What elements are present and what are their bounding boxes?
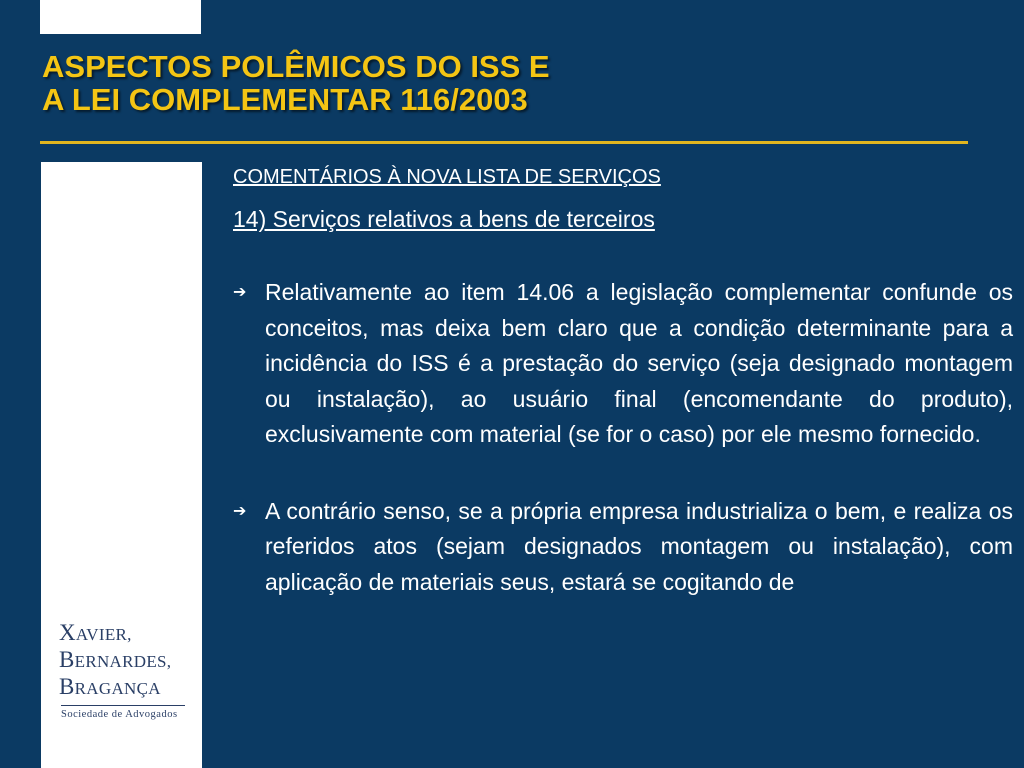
slide-title — [42, 50, 942, 116]
logo-panel — [41, 162, 202, 768]
arrow-right-icon: ➔ — [233, 502, 247, 520]
topic-heading: 14) Serviços relativos a bens de terceiros — [233, 206, 655, 232]
logo-line-3: BRAGANÇA — [59, 674, 161, 699]
logo-subtitle: Sociedade de Advogados — [61, 709, 178, 720]
logo-line-2: BERNARDES, — [59, 647, 172, 672]
slide-content — [233, 160, 1013, 600]
section-heading: COMENTÁRIOS À NOVA LISTA DE SERVIÇOS — [233, 166, 661, 188]
arrow-right-icon: ➔ — [233, 284, 247, 301]
bullet-item — [233, 275, 1013, 453]
logo-divider — [61, 705, 185, 706]
title-divider — [40, 141, 968, 144]
slide-title-line-1: ASPECTOS POLÊMICOS DO ISS E — [42, 49, 550, 84]
logo-line-1: XAVIER, — [59, 620, 132, 645]
bullet-text: A contrário senso, se a própria empresa industrializa o bem, e realiza os referidos atos (sejam designados montagem ou instalação), com aplicação de materiais seus, estará se cogitando de — [265, 497, 1013, 595]
top-white-block — [40, 0, 201, 34]
bullet-item — [233, 494, 1013, 601]
bullet-text: Relativamente ao item 14.06 a legislação complementar confunde os conceitos, mas deixa bem claro que a condição determinante para a incidência do ISS é a prestação do serviço (seja designado montagem ou instalação), ao usuário final (encomendante do produto), exclusivamente com material (se for o caso) por ele mesmo fornecido. — [265, 279, 1013, 447]
slide-title-line-2: A LEI COMPLEMENTAR 116/2003 — [42, 82, 528, 117]
firm-logo — [59, 620, 189, 720]
